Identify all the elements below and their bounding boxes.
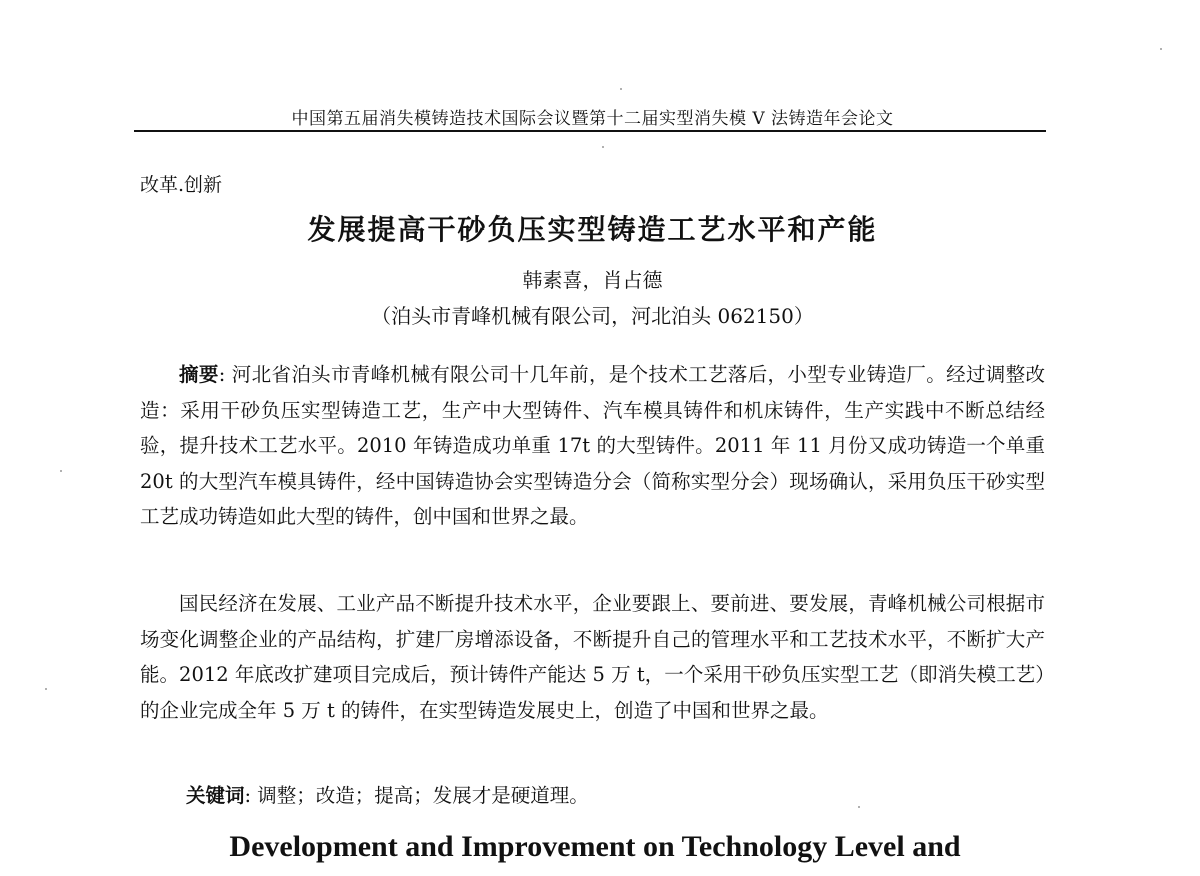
abstract-text: : 河北省泊头市青峰机械有限公司十几年前，是个技术工艺落后，小型专业铸造厂。经过调整改造：采用干砂负压实型铸造工艺，生产中大型铸件、汽车模具铸件和机床铸件，生产实践中不断总结经验，提升技术工艺水平。2010 年铸造成功单重 17t 的大型铸件。2011 年 11 月份又成功铸造一个单重 20t 的大型汽车模具铸件，经中国铸造协会实型铸造分会（简称实型分会）现场确认，采用负压干砂实型工艺成功铸造如此大型的铸件，创中国和世界之最。 <box>140 363 1045 528</box>
section-label: 改革.创新 <box>140 174 223 196</box>
scan-speck <box>858 806 860 808</box>
scan-speck <box>602 146 604 148</box>
body-paragraph: 国民经济在发展、工业产品不断提升技术水平，企业要跟上、要前进、要发展，青峰机械公司根据市场变化调整企业的产品结构，扩建厂房增添设备，不断提升自己的管理水平和工艺技术水平，不断扩大产能。2012 年底改扩建项目完成后，预计铸件产能达 5 万 t，一个采用干砂负压实型工艺（即消失模工艺）的企业完成全年 5 万 t 的铸件，在实型铸造发展史上，创造了中国和世界之最。 <box>140 592 1045 722</box>
authors: 韩素喜，肖占德 <box>522 268 663 292</box>
scan-speck <box>45 688 47 690</box>
scan-speck <box>1160 48 1162 50</box>
abstract-label: 摘要 <box>179 363 219 386</box>
running-header: 中国第五届消失模铸造技术国际会议暨第十二届实型消失模 V 法铸造年会论文 <box>291 109 894 129</box>
affiliation: （泊头市青峰机械有限公司，河北泊头 062150） <box>371 304 814 328</box>
english-title: Development and Improvement on Technology Level and <box>229 830 961 863</box>
header-rule <box>134 130 1046 132</box>
keywords-text: : 调整；改造；提高；发展才是硬道理。 <box>244 784 589 807</box>
abstract-paragraph <box>140 357 1045 535</box>
scan-speck <box>60 470 62 472</box>
paper-title: 发展提高干砂负压实型铸造工艺水平和产能 <box>307 213 878 246</box>
keywords-line <box>186 780 589 808</box>
keywords-label: 关键词 <box>186 784 245 807</box>
scan-speck <box>620 88 622 90</box>
